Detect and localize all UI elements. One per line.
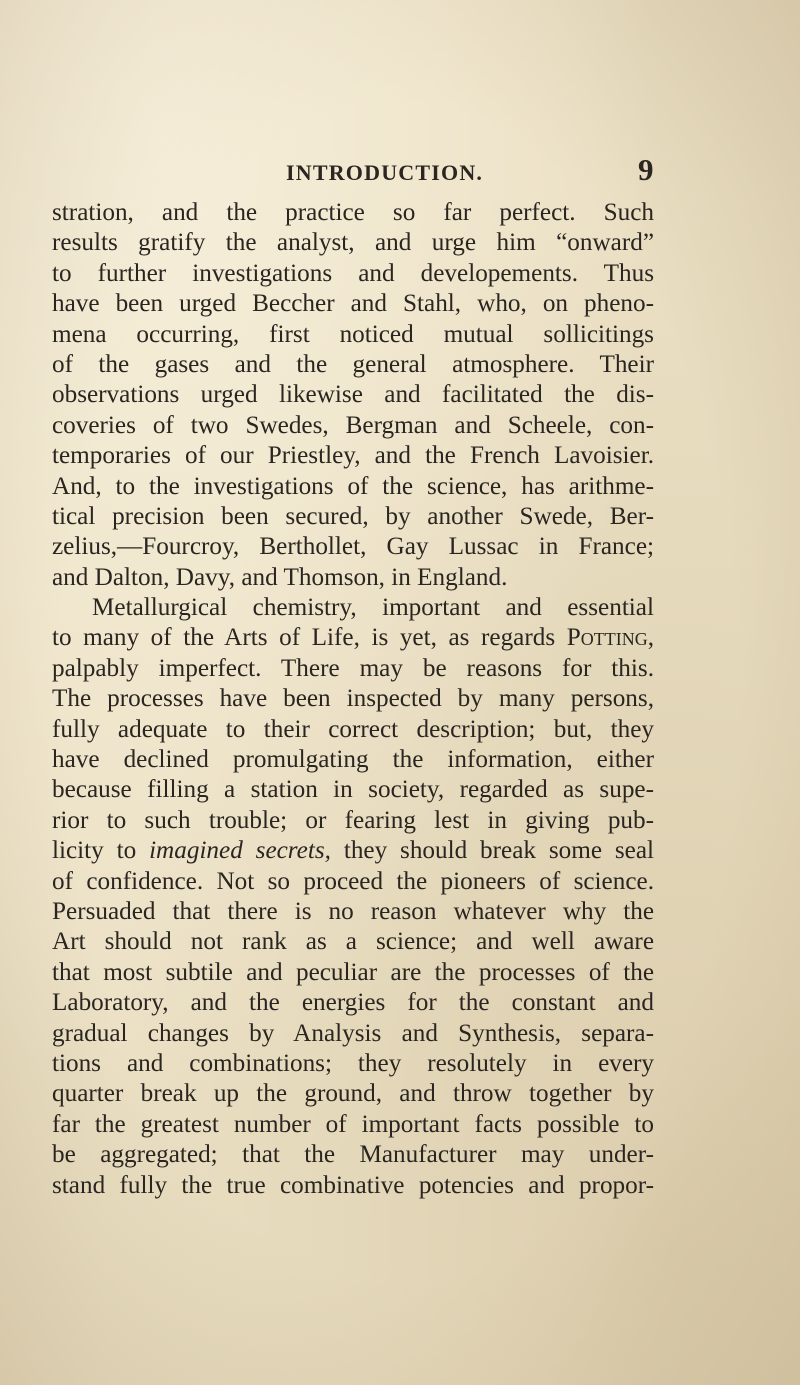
text-line: zelius,—Fourcroy, Berthollet, Gay Lussac in France;	[52, 533, 654, 561]
text-line: that most subtile and peculiar are the processes of the	[52, 958, 654, 986]
text-line: Laboratory, and the energies for the constant and	[52, 989, 654, 1017]
text-line: coveries of two Swedes, Bergman and Scheele, con-	[52, 411, 654, 439]
potting-smallcaps: Potting,	[566, 624, 654, 652]
paragraph-start-line: Metallurgical chemistry, important and essential	[92, 594, 654, 622]
text-line: have been urged Beccher and Stahl, who, on pheno-	[52, 290, 654, 318]
text-line: palpably imperfect. There may be reasons for this.	[52, 654, 654, 682]
text-line: and Dalton, Davy, and Thomson, in England.	[52, 563, 508, 591]
text-line: have declined promulgating the information, either	[52, 746, 654, 774]
page-number: 9	[638, 152, 654, 187]
text-line: observations urged likewise and facilitated the dis-	[52, 381, 654, 409]
text-line: of the gases and the general atmosphere. Their	[52, 350, 654, 378]
text-line: stration, and the practice so far perfect. Such	[52, 199, 654, 226]
text-line: Persuaded that there is no reason whatever why the	[52, 897, 654, 925]
body-text	[52, 198, 654, 1201]
text-line: to further investigations and developements. Thus	[52, 259, 654, 287]
text-segment: they should break some seal	[330, 837, 655, 865]
running-head-title: INTRODUCTION.	[286, 160, 484, 185]
text-line	[52, 836, 654, 866]
text-line: mena occurring, first noticed mutual sollicitings	[52, 320, 654, 348]
text-line: tions and combinations; they resolutely in every	[52, 1049, 654, 1077]
running-head	[0, 142, 800, 187]
text-line: be aggregated; that the Manufacturer may under-	[52, 1141, 654, 1169]
text-line	[52, 623, 654, 653]
text-line: results gratify the analyst, and urge him “onward”	[52, 229, 654, 257]
text-line: tical precision been secured, by another Swede, Ber-	[52, 502, 654, 530]
text-line: stand fully the true combinative potencies and propor-	[52, 1171, 654, 1199]
text-segment: to many of the Arts of Life, is yet, as regards	[52, 624, 567, 652]
text-line: Art should not rank as a science; and well aware	[52, 928, 654, 956]
text-segment: licity to	[52, 837, 150, 865]
text-line: because filling a station in society, regarded as supe-	[52, 776, 654, 804]
text-line: fully adequate to their correct description; but, they	[52, 715, 654, 743]
text-line: of confidence. Not so proceed the pioneers of science.	[52, 867, 654, 895]
text-line: rior to such trouble; or fearing lest in giving pub-	[52, 806, 654, 834]
text-line: far the greatest number of important facts possible to	[52, 1110, 654, 1138]
text-line: temporaries of our Priestley, and the French Lavoisier.	[52, 442, 654, 470]
imagined-secrets-italic: imagined secrets,	[149, 837, 331, 865]
text-line: quarter break up the ground, and throw together by	[52, 1080, 654, 1108]
text-line: gradual changes by Analysis and Synthesis, separa-	[52, 1019, 654, 1047]
text-line: And, to the investigations of the science, has arithme-	[52, 472, 654, 500]
text-line: The processes have been inspected by many persons,	[52, 685, 654, 713]
